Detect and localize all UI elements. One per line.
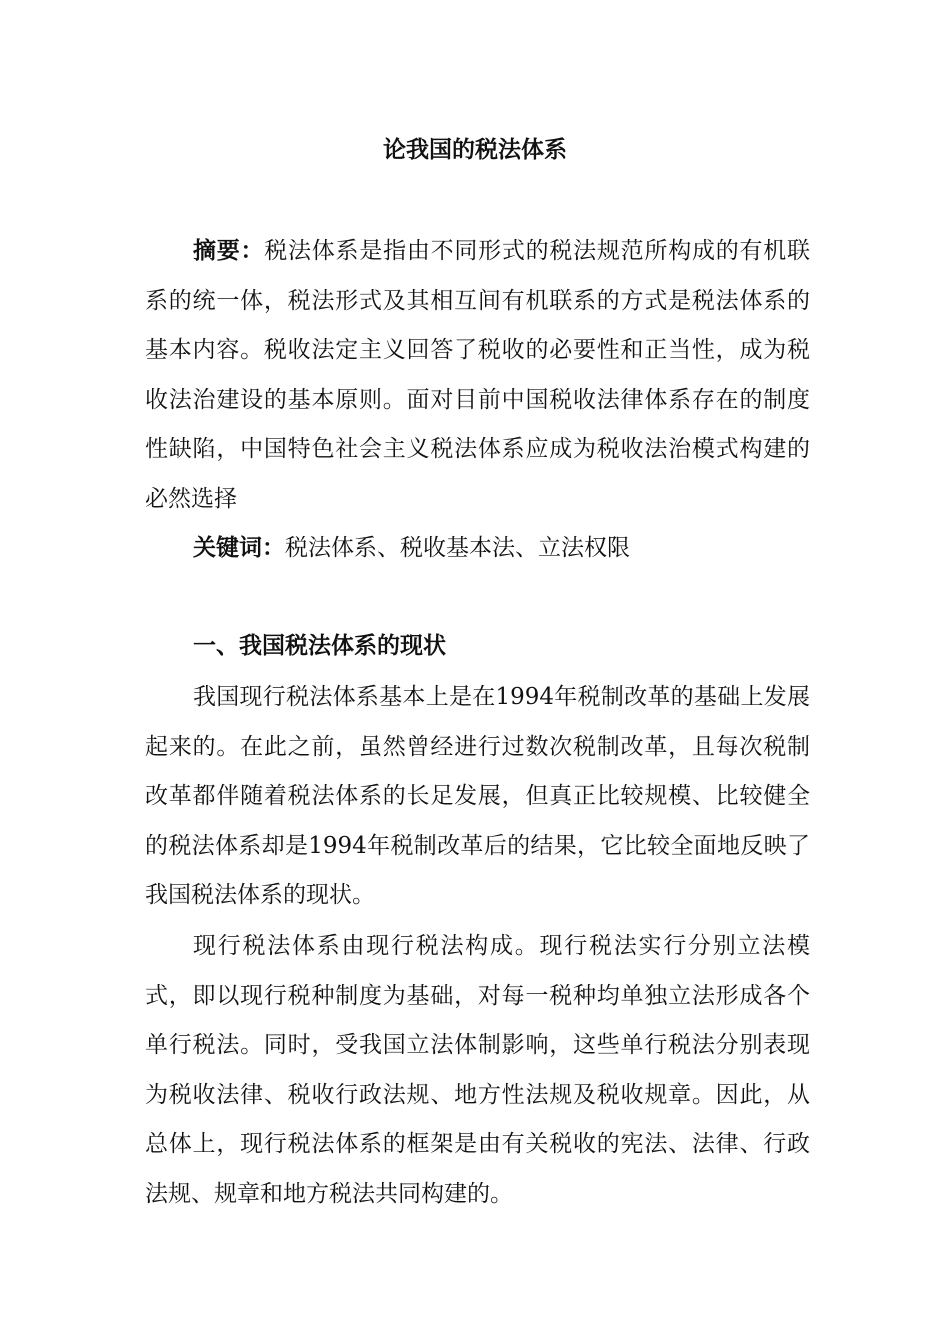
keywords-text: 税法体系、税收基本法、立法权限: [285, 535, 630, 561]
keywords-label: 关键词：: [193, 535, 285, 561]
abstract-label: 摘要：: [193, 238, 265, 264]
document-title: 论我国的税法体系: [383, 137, 567, 163]
body-paragraph-2: 现行税法体系由现行税法构成。现行税法实行分别立法模式，即以现行税种制度为基础，对每一税种均单独立法形成各个单行税法。同时，受我国立法体制影响，这些单行税法分别表现为税收法律、税收行政法规、地方性法规及税收规章。因此，从总体上，现行税法体系的框架是由有关税收的宪法、法律、行政法规、规章和地方税法共同构建的。: [145, 933, 810, 1207]
abstract-paragraph: [145, 227, 810, 524]
body-paragraph-1: 我国现行税法体系基本上是在1994年税制改革的基础上发展起来的。在此之前，虽然曾经进行过数次税制改革，且每次税制改革都伴随着税法体系的长足发展，但真正比较规模、比较健全的税法体系却是1994年税制改革后的结果，它比较全面地反映了我国税法体系的现状。: [145, 684, 810, 908]
section-heading: 一、我国税法体系的现状: [193, 633, 446, 659]
keywords-paragraph: [145, 524, 810, 574]
abstract-text: 税法体系是指由不同形式的税法规范所构成的有机联系的统一体，税法形式及其相互间有机联系的方式是税法体系的基本内容。税收法定主义回答了税收的必要性和正当性，成为税收法治建设的基本原则。面对目前中国税收法律体系存在的制度性缺陷，中国特色社会主义税法体系应成为税收法治模式构建的必然选择: [145, 238, 811, 512]
